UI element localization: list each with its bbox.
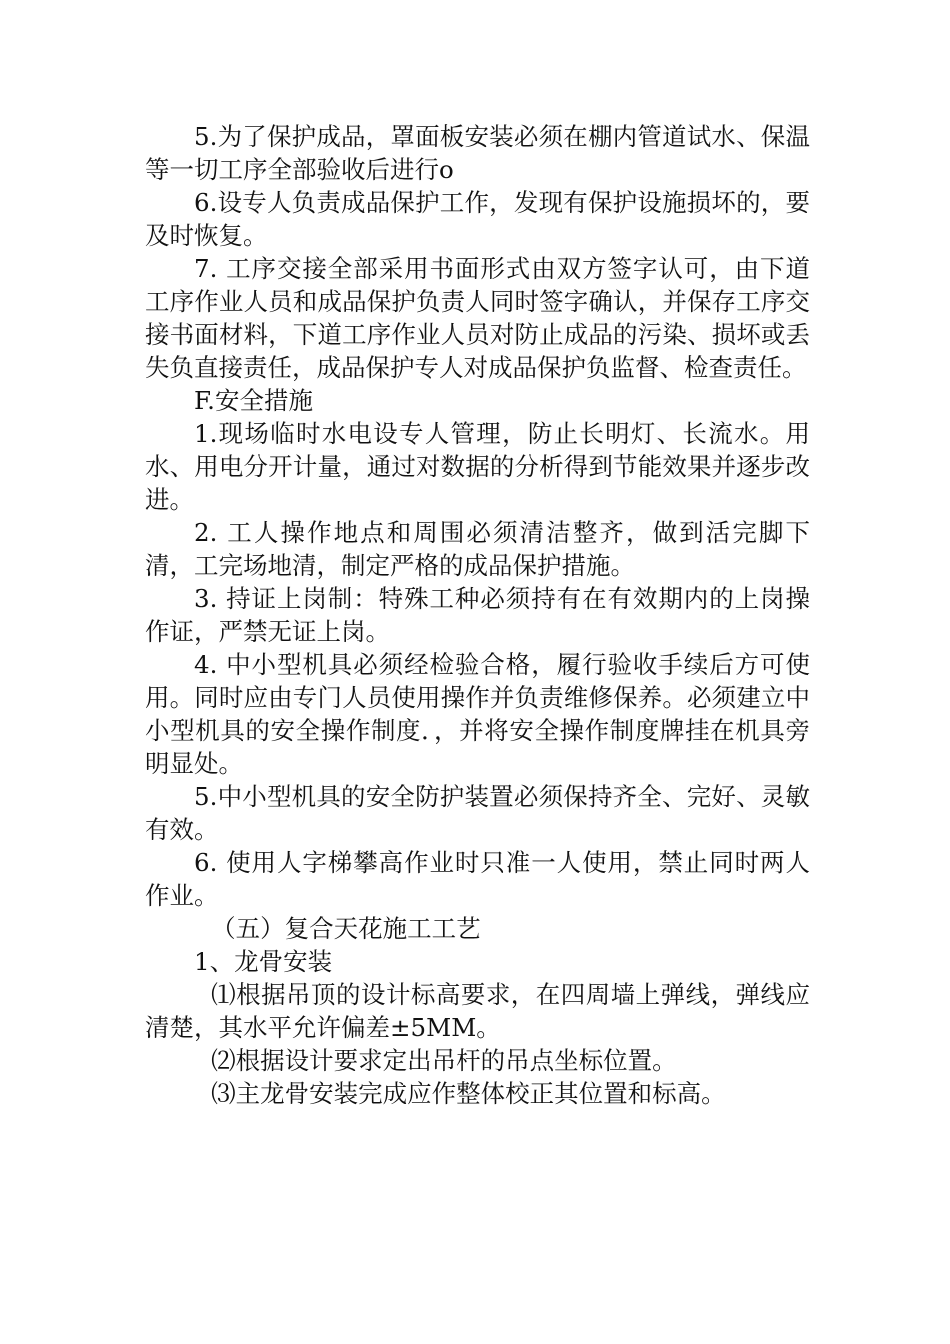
document-page	[145, 120, 810, 1110]
section-heading-safety: F.安全措施	[194, 386, 313, 415]
paragraph-safety-2: 2. 工人操作地点和周围必须清洁整齐，做到活完脚下清，工完场地清，制定严格的成品保护措施。	[145, 518, 810, 580]
paragraph-keel-3: ⑶主龙骨安装完成应作整体校正其位置和标高。	[211, 1079, 726, 1108]
paragraph-safety-4: 4. 中小型机具必须经检验合格，履行验收手续后方可使用。同时应由专门人员使用操作并负责维修保养。必须建立中小型机具的安全操作制度．，并将安全操作制度牌挂在机具旁明显处。	[145, 650, 810, 778]
paragraph-keel-1: ⑴根据吊顶的设计标高要求，在四周墙上弹线，弹线应清楚，其水平允许偏差±5MM。	[145, 980, 810, 1042]
paragraph-protection-7: 7. 工序交接全部采用书面形式由双方签字认可，由下道工序作业人员和成品保护负责人同时签字确认，并保存工序交接书面材料，下道工序作业人员对防止成品的污染、损坏或丢失负直接责任，成品保护专人对成品保护负监督、检查责任。	[145, 254, 810, 382]
paragraph-safety-6: 6. 使用人字梯攀高作业时只准一人使用，禁止同时两人作业。	[145, 848, 810, 910]
paragraph-protection-5: 5.为了保护成品，罩面板安装必须在棚内管道试水、保温等一切工序全部验收后进行o	[145, 122, 810, 184]
paragraph-safety-5: 5.中小型机具的安全防护装置必须保持齐全、完好、灵敏有效。	[145, 782, 810, 844]
section-heading-ceiling: （五）复合天花施工工艺	[211, 914, 481, 943]
paragraph-keel-2: ⑵根据设计要求定出吊杆的吊点坐标位置。	[211, 1046, 677, 1075]
subsection-heading-keel: 1、龙骨安装	[194, 947, 333, 976]
paragraph-safety-3: 3. 持证上岗制：特殊工种必须持有在有效期内的上岗操作证，严禁无证上岗。	[145, 584, 810, 646]
paragraph-safety-1: 1.现场临时水电设专人管理，防止长明灯、长流水。用水、用电分开计量，通过对数据的分析得到节能效果并逐步改进。	[145, 419, 810, 514]
paragraph-protection-6: 6.设专人负责成品保护工作，发现有保护设施损坏的，要及时恢复。	[145, 188, 810, 250]
